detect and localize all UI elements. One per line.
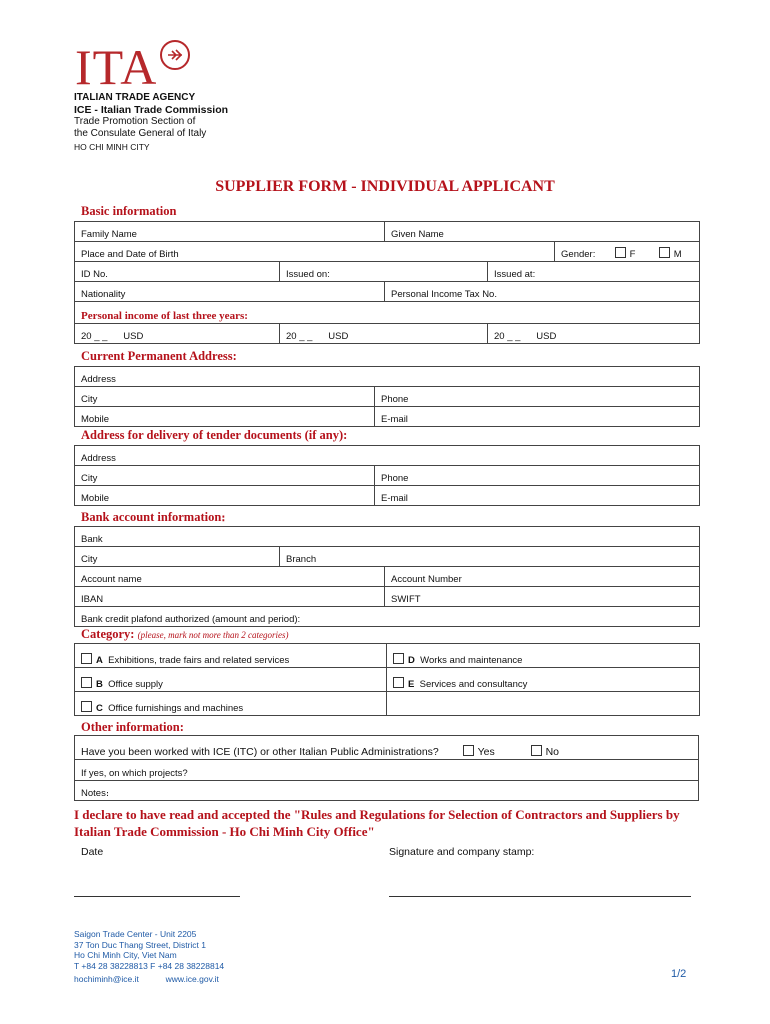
- yes-checkbox[interactable]: [463, 745, 474, 756]
- deliv-mobile-field[interactable]: Mobile: [75, 486, 375, 506]
- logo-leaf-icon: [160, 40, 190, 70]
- perm-address-field[interactable]: Address: [75, 367, 700, 387]
- plafond-field[interactable]: Bank credit plafond authorized (amount and period):: [75, 607, 700, 627]
- account-number-field[interactable]: Account Number: [385, 567, 700, 587]
- bank-heading: Bank account information։: [81, 510, 226, 524]
- gender-m-checkbox[interactable]: [659, 247, 670, 258]
- permanent-address-table: [74, 366, 700, 427]
- perm-mobile-field[interactable]: Mobile: [75, 407, 375, 427]
- category-e-checkbox[interactable]: [393, 677, 404, 688]
- agency-section: Trade Promotion Section of: [74, 116, 196, 127]
- logo-text: ITA: [75, 39, 158, 95]
- agency-consulate: the Consulate General of Italy: [74, 128, 207, 139]
- category-d-checkbox[interactable]: [393, 653, 404, 664]
- income-year-1[interactable]: 20 _ _ USD: [75, 324, 280, 344]
- signature-label: Signature and company stamp:: [389, 846, 535, 858]
- category-e[interactable]: E Services and consultancy: [387, 668, 700, 692]
- place-dob-field[interactable]: Place and Date of Birth: [75, 242, 555, 262]
- footer-line4: T +84 28 38228813 F +84 28 38228814: [74, 960, 225, 971]
- category-a-checkbox[interactable]: [81, 653, 92, 664]
- category-empty-cell: [387, 692, 700, 716]
- income-year-2[interactable]: 20 _ _ USD: [280, 324, 488, 344]
- footer-line1: Saigon Trade Center - Unit 2205: [74, 929, 197, 939]
- category-note: (please, mark not more than 2 categories): [137, 630, 289, 640]
- no-checkbox[interactable]: [531, 745, 542, 756]
- tax-no-field[interactable]: Personal Income Tax No.: [385, 282, 700, 302]
- declaration-text: I declare to have read and accepted the "Rules and Regulations for Selection of Contractors and Suppliers by Italian Trade Commission - Ho Chi Minh City Office": [74, 807, 680, 839]
- other-info-heading: Other information:: [81, 720, 184, 734]
- deliv-phone-field[interactable]: Phone: [375, 466, 700, 486]
- agency-name: ITALIAN TRADE AGENCY: [74, 92, 196, 103]
- footer-line2: 37 Ton Duc Thang Street, District 1: [74, 939, 206, 950]
- category-c[interactable]: C Office furnishings and machines: [75, 692, 387, 716]
- nationality-field[interactable]: Nationality: [75, 282, 385, 302]
- issued-on-field[interactable]: Issued on:: [280, 262, 488, 282]
- footer-address: [74, 929, 224, 985]
- perm-email-field[interactable]: E-mail: [375, 407, 700, 427]
- income-year-3[interactable]: 20 _ _ USD: [488, 324, 700, 344]
- ice-question-row: Have you been worked with ICE (ITC) or other Italian Public Administrations? Yes No: [75, 736, 699, 760]
- agency-city: HO CHI MINH CITY: [74, 142, 150, 152]
- category-c-checkbox[interactable]: [81, 701, 92, 712]
- income-heading: Personal income of last three years:: [75, 302, 700, 324]
- ice-question: Have you been worked with ICE (ITC) or other Italian Public Administrations?: [81, 746, 439, 758]
- perm-phone-field[interactable]: Phone: [375, 387, 700, 407]
- given-name-field[interactable]: Given Name: [385, 222, 700, 242]
- basic-info-heading: Basic information: [81, 204, 177, 218]
- basic-info-table: [74, 221, 700, 344]
- category-b[interactable]: B Office supply: [75, 668, 387, 692]
- page-title: SUPPLIER FORM - INDIVIDUAL APPLICANT: [215, 178, 555, 195]
- footer-web-link[interactable]: www.ice.gov.it: [165, 974, 219, 984]
- deliv-address-field[interactable]: Address: [75, 446, 700, 466]
- category-a[interactable]: A Exhibitions, trade fairs and related services: [75, 644, 387, 668]
- bank-table: [74, 526, 700, 627]
- category-b-checkbox[interactable]: [81, 677, 92, 688]
- bank-city-field[interactable]: City: [75, 547, 280, 567]
- account-name-field[interactable]: Account name: [75, 567, 385, 587]
- deliv-city-field[interactable]: City: [75, 466, 375, 486]
- gender-field: Gender: F M: [555, 242, 700, 262]
- id-no-field[interactable]: ID No.: [75, 262, 280, 282]
- ita-logo: [75, 39, 158, 95]
- footer-line3: Ho Chi Minh City, Viet Nam: [74, 950, 177, 960]
- deliv-email-field[interactable]: E-mail: [375, 486, 700, 506]
- category-d[interactable]: D Works and maintenance: [387, 644, 700, 668]
- category-table: [74, 643, 700, 716]
- gender-f-checkbox[interactable]: [615, 247, 626, 258]
- category-heading: Category: (please, mark not more than 2 categories): [81, 627, 289, 641]
- family-name-field[interactable]: Family Name: [75, 222, 385, 242]
- date-label: Date: [81, 846, 104, 858]
- bank-branch-field[interactable]: Branch: [280, 547, 700, 567]
- signature-line[interactable]: [389, 896, 691, 897]
- permanent-address-heading: Current Permanent Address:: [81, 349, 237, 363]
- swift-field[interactable]: SWIFT: [385, 587, 700, 607]
- projects-field[interactable]: If yes, on which projects?: [75, 760, 699, 781]
- date-line[interactable]: [74, 896, 240, 897]
- delivery-address-table: [74, 445, 700, 506]
- other-info-table: [74, 735, 699, 801]
- agency-ice: ICE - Italian Trade Commission: [74, 104, 229, 116]
- bank-name-field[interactable]: Bank: [75, 527, 700, 547]
- perm-city-field[interactable]: City: [75, 387, 375, 407]
- page-number: 1/2: [671, 968, 687, 980]
- delivery-address-heading: Address for delivery of tender documents (if any):: [81, 428, 348, 442]
- iban-field[interactable]: IBAN: [75, 587, 385, 607]
- notes-field[interactable]: Notes։: [75, 781, 699, 801]
- issued-at-field[interactable]: Issued at:: [488, 262, 700, 282]
- footer-email-link[interactable]: hochiminh@ice.it: [74, 974, 139, 984]
